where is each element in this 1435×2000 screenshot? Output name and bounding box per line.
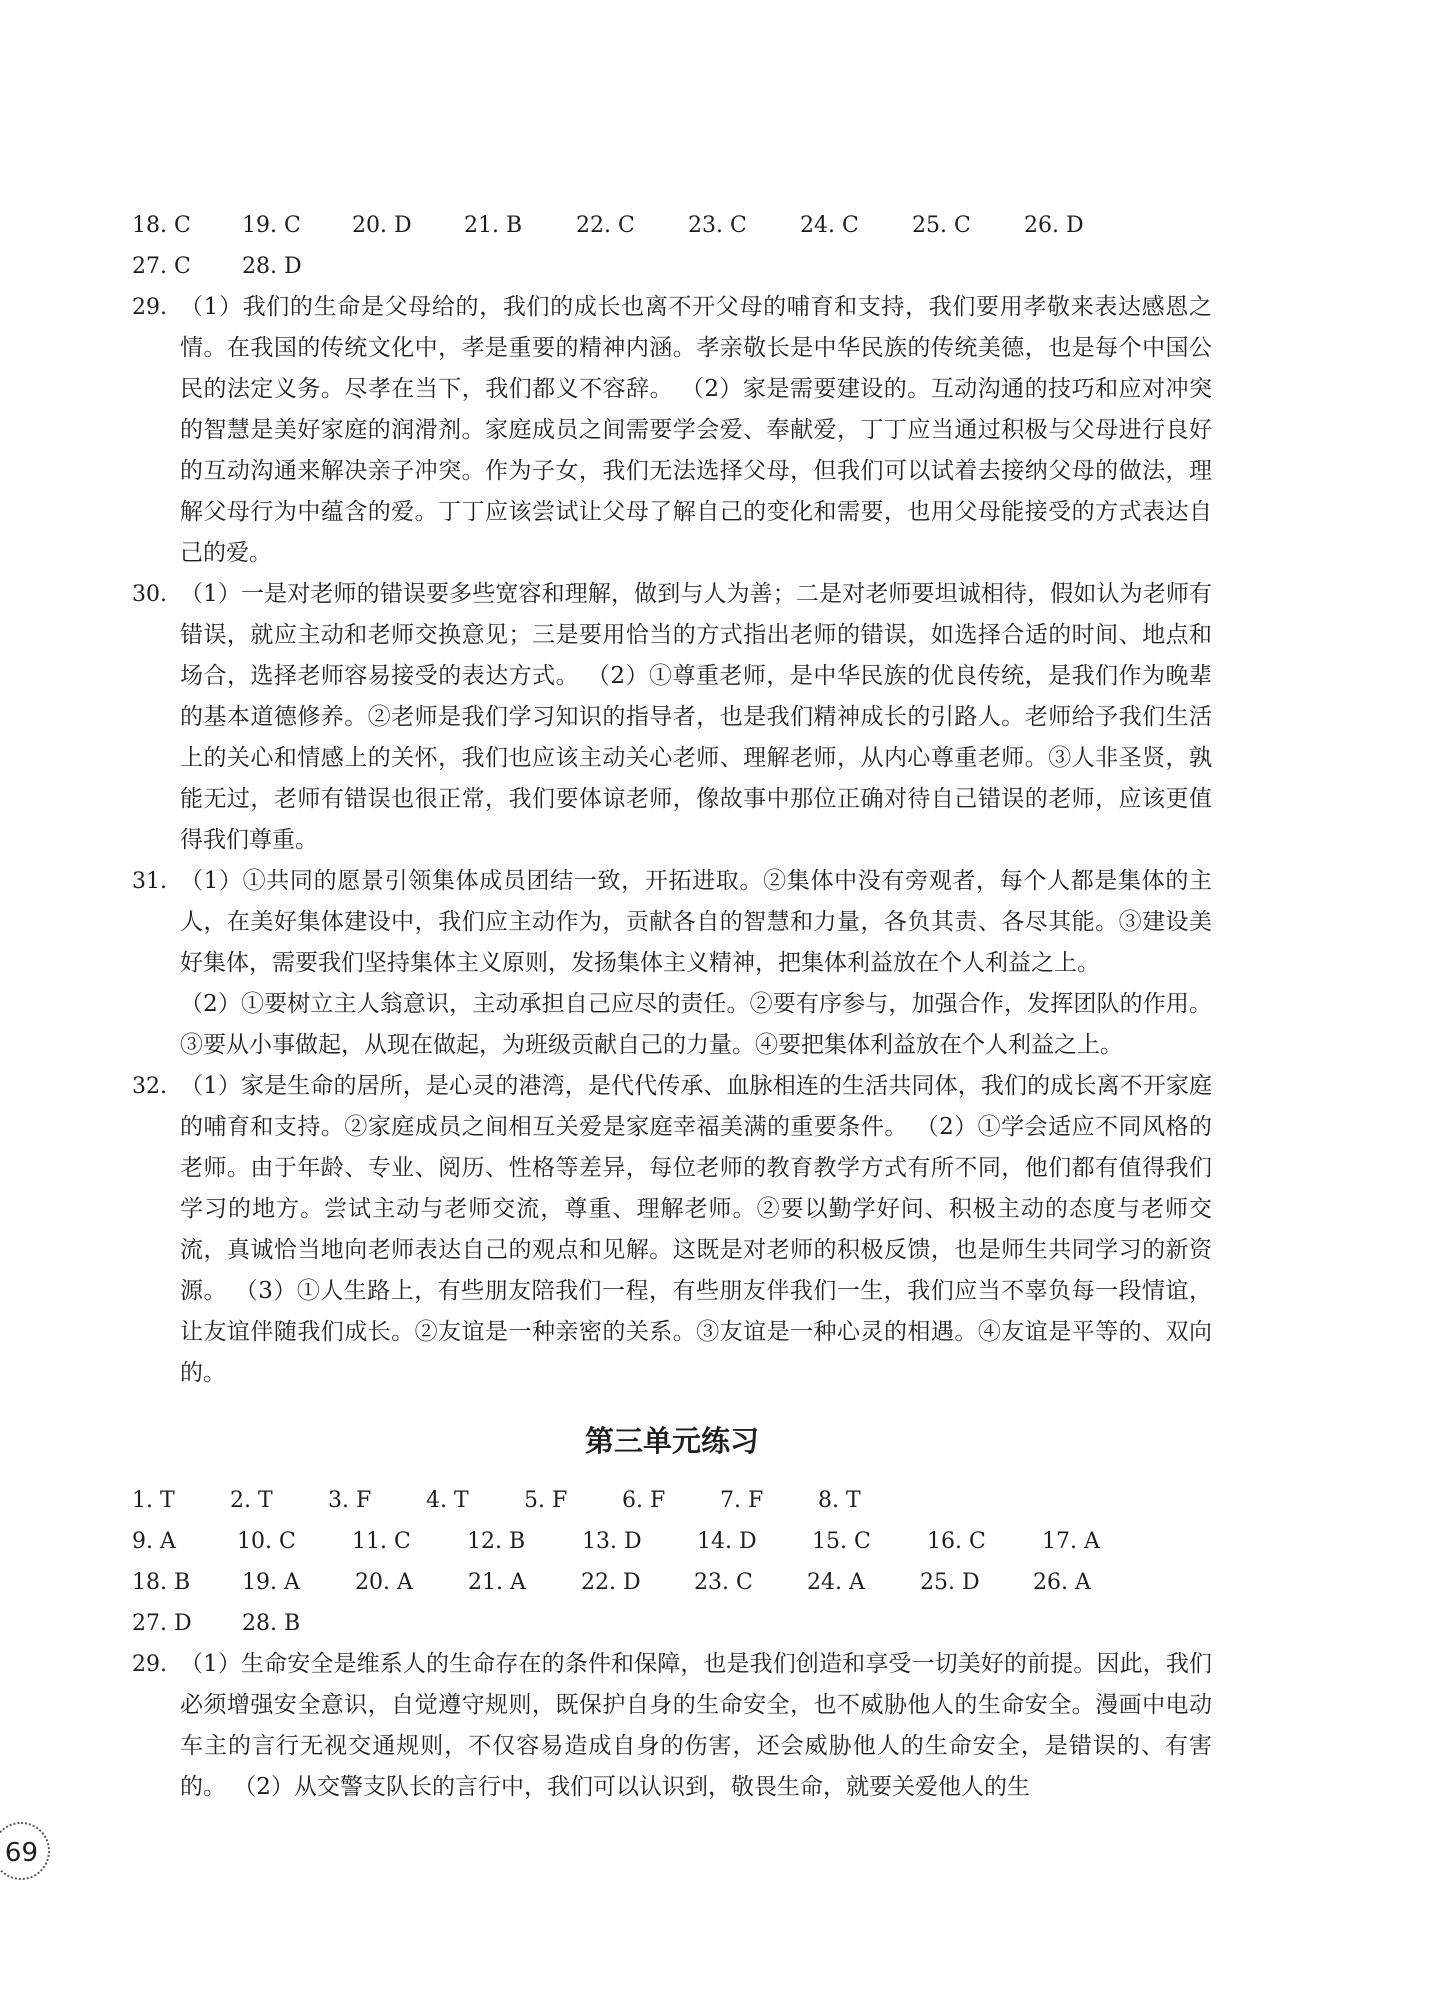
answer-row bbox=[132, 1480, 1212, 1521]
answer-item: 18. C bbox=[132, 213, 191, 238]
question-answer-text: （1）一是对老师的错误要多些宽容和理解，做到与人为善；二是对老师要坦诚相待，假如认为老师有错误，就应主动和老师交换意见；三是要用恰当的方式指出老师的错误，如选择合适的时间、地点和场合，选择老师容易接受的表达方式。 （2）①尊重老师，是中华民族的优良传统，是我们作为晚辈的基本道德修养。②老师是我们学习知识的指导者，也是我们精神成长的引路人。老师给予我们生活上的关心和情感上的关怀，我们也应该主动关心老师、理解老师，从内心尊重老师。③人非圣贤，孰能无过，老师有错误也很正常，我们要体谅老师，像故事中那位正确对待自己错误的老师，应该更值得我们尊重。 bbox=[180, 581, 1212, 853]
answer-item: 22. D bbox=[581, 1570, 641, 1595]
question-answer-text bbox=[180, 861, 1212, 1066]
answer-item: 15. C bbox=[812, 1529, 871, 1554]
question-number: 29. bbox=[132, 295, 167, 320]
question-answer-text: （1）生命安全是维系人的生命存在的条件和保障，也是我们创造和享受一切美好的前提。因此，我们必须增强安全意识，自觉遵守规则，既保护自身的生命安全，也不威胁他人的生命安全。漫画中电动车主的言行无视交通规则，不仅容易造成自身的伤害，还会威胁他人的生命安全，是错误的、有害的。 （2）从交警支队长的言行中，我们可以认识到，敬畏生命，就要关爱他人的生 bbox=[180, 1651, 1212, 1800]
question-block bbox=[132, 574, 1212, 861]
page-number bbox=[0, 1822, 50, 1880]
answer-item: 11. C bbox=[352, 1529, 411, 1554]
answer-item: 9. A bbox=[132, 1529, 176, 1554]
answer-item: 24. C bbox=[800, 213, 859, 238]
answer-item: 23. C bbox=[694, 1570, 753, 1595]
answer-item: 26. A bbox=[1033, 1570, 1091, 1595]
answer-row bbox=[132, 1521, 1212, 1562]
answer-row bbox=[132, 246, 1212, 287]
answer-item: 17. A bbox=[1042, 1529, 1100, 1554]
question-number: 31. bbox=[132, 869, 167, 894]
question-number: 30. bbox=[132, 582, 167, 607]
question-block bbox=[132, 287, 1212, 574]
answer-item: 14. D bbox=[697, 1529, 757, 1554]
section-title: 第三单元练习 bbox=[584, 1424, 759, 1458]
answer-item: 13. D bbox=[582, 1529, 642, 1554]
answer-item: 3. F bbox=[328, 1488, 372, 1513]
answer-item: 28. B bbox=[242, 1611, 301, 1636]
answer-item: 27. C bbox=[132, 254, 191, 279]
question-answer-text: （1）我们的生命是父母给的，我们的成长也离不开父母的哺育和支持，我们要用孝敬来表达感恩之情。在我国的传统文化中，孝是重要的精神内涵。孝亲敬长是中华民族的传统美德，也是每个中国公民的法定义务。尽孝在当下，我们都义不容辞。 （2）家是需要建设的。互动沟通的技巧和应对冲突的智慧是美好家庭的润滑剂。家庭成员之间需要学会爱、奉献爱，丁丁应当通过积极与父母进行良好的互动沟通来解决亲子冲突。作为子女，我们无法选择父母，但我们可以试着去接纳父母的做法，理解父母行为中蕴含的爱。丁丁应该尝试让父母了解自己的变化和需要，也用父母能接受的方式表达自己的爱。 bbox=[180, 294, 1212, 566]
question-number: 29. bbox=[132, 1652, 167, 1677]
question-block bbox=[132, 1644, 1212, 1808]
answer-item: 12. B bbox=[467, 1529, 526, 1554]
answer-item: 19. A bbox=[242, 1570, 300, 1595]
answer-item: 10. C bbox=[237, 1529, 296, 1554]
answer-row bbox=[132, 205, 1212, 246]
answer-row bbox=[132, 1603, 1212, 1644]
answer-item: 26. D bbox=[1024, 213, 1084, 238]
answer-item: 27. D bbox=[132, 1611, 192, 1636]
answer-item: 5. F bbox=[524, 1488, 568, 1513]
question-block bbox=[132, 861, 1212, 1066]
answer-item: 21. B bbox=[464, 213, 523, 238]
page-content bbox=[132, 205, 1212, 1808]
question-block bbox=[132, 1066, 1212, 1394]
question-answer-part: （1）①共同的愿景引领集体成员团结一致，开拓进取。②集体中没有旁观者，每个人都是集体的主人，在美好集体建设中，我们应主动作为，贡献各自的智慧和力量，各负其责、各尽其能。③建设美好集体，需要我们坚持集体主义原则，发扬集体主义精神，把集体利益放在个人利益之上。 bbox=[180, 868, 1212, 976]
answer-item: 7. F bbox=[720, 1488, 764, 1513]
question-answer-part: （2）①要树立主人翁意识，主动承担自己应尽的责任。②要有序参与，加强合作，发挥团队的作用。③要从小事做起，从现在做起，为班级贡献自己的力量。④要把集体利益放在个人利益之上。 bbox=[180, 991, 1212, 1058]
answer-item: 6. F bbox=[622, 1488, 666, 1513]
answer-item: 4. T bbox=[426, 1488, 469, 1513]
answer-item: 20. A bbox=[355, 1570, 413, 1595]
question-answer-text: （1）家是生命的居所，是心灵的港湾，是代代传承、血脉相连的生活共同体，我们的成长离不开家庭的哺育和支持。②家庭成员之间相互关爱是家庭幸福美满的重要条件。 （2）①学会适应不同风格的老师。由于年龄、专业、阅历、性格等差异，每位老师的教育教学方式有所不同，他们都有值得我们学习的地方。尝试主动与老师交流，尊重、理解老师。②要以勤学好问、积极主动的态度与老师交流，真诚恰当地向老师表达自己的观点和见解。这既是对老师的积极反馈，也是师生共同学习的新资源。 （3）①人生路上，有些朋友陪我们一程，有些朋友伴我们一生，我们应当不辜负每一段情谊，让友谊伴随我们成长。②友谊是一种亲密的关系。③友谊是一种心灵的相遇。④友谊是平等的、双向的。 bbox=[180, 1073, 1212, 1386]
page-number-text: 69 bbox=[4, 1838, 38, 1868]
answer-item: 19. C bbox=[242, 213, 301, 238]
answer-item: 25. D bbox=[920, 1570, 980, 1595]
answer-item: 25. C bbox=[912, 213, 971, 238]
question-number: 32. bbox=[132, 1074, 167, 1099]
answer-item: 28. D bbox=[242, 254, 302, 279]
answer-item: 16. C bbox=[927, 1529, 986, 1554]
answer-item: 20. D bbox=[352, 213, 412, 238]
answer-item: 2. T bbox=[230, 1488, 273, 1513]
answer-item: 1. T bbox=[132, 1488, 175, 1513]
answer-item: 23. C bbox=[688, 213, 747, 238]
answer-item: 21. A bbox=[468, 1570, 526, 1595]
answer-item: 24. A bbox=[807, 1570, 865, 1595]
answer-item: 22. C bbox=[576, 213, 635, 238]
answer-item: 8. T bbox=[818, 1488, 861, 1513]
answer-item: 18. B bbox=[132, 1570, 191, 1595]
answer-row bbox=[132, 1562, 1212, 1603]
